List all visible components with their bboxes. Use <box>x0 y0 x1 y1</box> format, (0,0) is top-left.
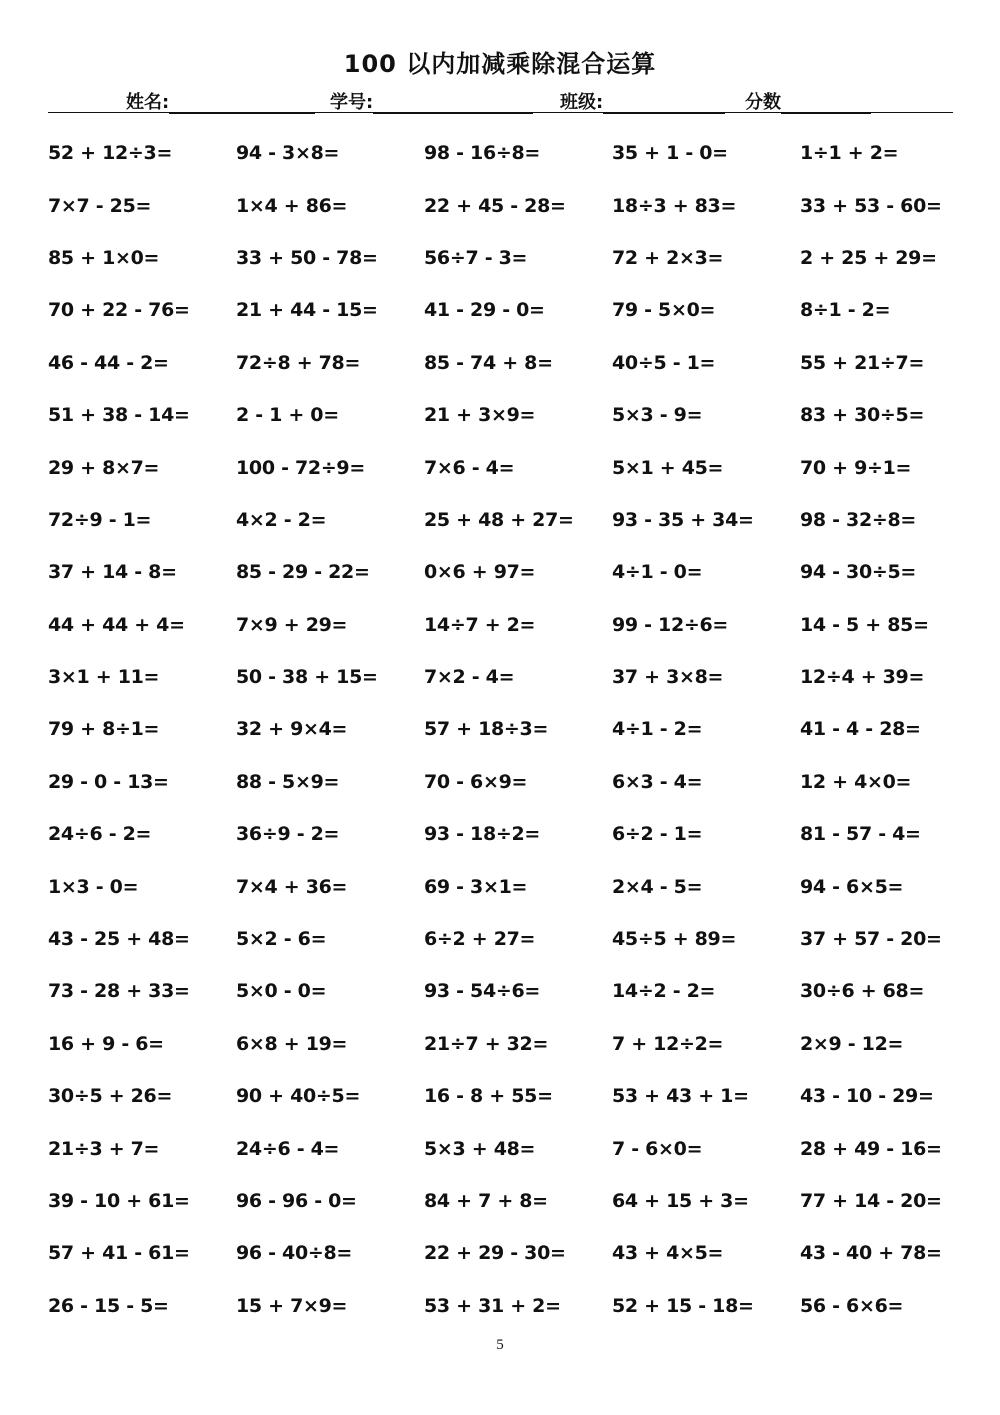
math-problem: 8÷1 - 2= <box>800 299 891 322</box>
math-problem: 5×2 - 6= <box>236 928 327 951</box>
math-problem: 46 - 44 - 2= <box>48 351 169 374</box>
math-problem: 41 - 4 - 28= <box>800 718 921 741</box>
math-problem: 22 + 45 - 28= <box>424 194 566 217</box>
math-problem: 22 + 29 - 30= <box>424 1242 566 1265</box>
math-problem: 16 - 8 + 55= <box>424 1085 553 1108</box>
math-problem: 24÷6 - 4= <box>236 1137 340 1160</box>
math-problem: 14÷7 + 2= <box>424 613 536 636</box>
math-problem: 52 + 15 - 18= <box>612 1294 754 1317</box>
math-problem: 50 - 38 + 15= <box>236 666 378 689</box>
math-problem: 94 - 30÷5= <box>800 561 917 584</box>
math-problem: 12 + 4×0= <box>800 770 912 793</box>
math-problem: 4×2 - 2= <box>236 508 327 531</box>
math-problem: 44 + 44 + 4= <box>48 613 185 636</box>
math-problem: 53 + 31 + 2= <box>424 1294 561 1317</box>
math-problem: 5×0 - 0= <box>236 980 327 1003</box>
math-problem: 93 - 35 + 34= <box>612 508 754 531</box>
math-problem: 15 + 7×9= <box>236 1294 348 1317</box>
math-problem: 4÷1 - 0= <box>612 561 703 584</box>
math-problem: 6÷2 + 27= <box>424 928 536 951</box>
math-problem: 18÷3 + 83= <box>612 194 737 217</box>
math-problem: 43 - 25 + 48= <box>48 928 190 951</box>
math-problem: 21÷3 + 7= <box>48 1137 160 1160</box>
math-problem: 7×7 - 25= <box>48 194 152 217</box>
math-problem: 73 - 28 + 33= <box>48 980 190 1003</box>
math-problem: 5×1 + 45= <box>612 456 724 479</box>
math-problem: 100 - 72÷9= <box>236 456 365 479</box>
math-problem: 37 + 57 - 20= <box>800 928 942 951</box>
math-problem: 70 + 22 - 76= <box>48 299 190 322</box>
math-problem: 30÷5 + 26= <box>48 1085 173 1108</box>
math-problem: 96 - 96 - 0= <box>236 1190 357 1212</box>
problem-grid <box>48 127 988 1332</box>
math-problem: 25 + 48 + 27= <box>424 508 574 531</box>
math-problem: 35 + 1 - 0= <box>612 142 728 165</box>
header-rule <box>48 112 953 113</box>
math-problem: 12÷4 + 39= <box>800 666 925 689</box>
math-problem: 1×3 - 0= <box>48 875 139 898</box>
math-problem: 16 + 9 - 6= <box>48 1032 164 1055</box>
math-problem: 2×9 - 12= <box>800 1032 904 1055</box>
math-problem: 2×4 - 5= <box>612 875 703 898</box>
math-problem: 39 - 10 + 61= <box>48 1190 190 1212</box>
math-problem: 84 + 7 + 8= <box>424 1190 548 1212</box>
math-problem: 21 + 3×9= <box>424 404 536 427</box>
math-problem: 79 - 5×0= <box>612 299 716 322</box>
math-problem: 1÷1 + 2= <box>800 142 899 165</box>
math-problem: 43 - 10 - 29= <box>800 1085 934 1108</box>
math-problem: 37 + 14 - 8= <box>48 561 177 584</box>
math-problem: 79 + 8÷1= <box>48 718 160 741</box>
math-problem: 7 + 12÷2= <box>612 1032 724 1055</box>
math-problem: 70 - 6×9= <box>424 770 528 793</box>
math-problem: 37 + 3×8= <box>612 666 724 689</box>
math-problem: 72÷8 + 78= <box>236 351 361 374</box>
math-problem: 57 + 18÷3= <box>424 718 549 741</box>
math-problem: 7×6 - 4= <box>424 456 515 479</box>
math-problem: 0×6 + 97= <box>424 561 536 584</box>
math-problem: 6÷2 - 1= <box>612 823 703 846</box>
math-problem: 36÷9 - 2= <box>236 823 340 846</box>
math-problem: 94 - 6×5= <box>800 875 904 898</box>
math-problem: 98 - 16÷8= <box>424 142 541 165</box>
math-problem: 28 + 49 - 16= <box>800 1137 942 1160</box>
math-problem: 24÷6 - 2= <box>48 823 152 846</box>
page-number: 5 <box>496 1337 504 1353</box>
math-problem: 1×4 + 86= <box>236 194 348 217</box>
math-problem: 5×3 + 48= <box>424 1137 536 1160</box>
math-problem: 7 - 6×0= <box>612 1137 703 1160</box>
math-problem: 3×1 + 11= <box>48 666 160 689</box>
math-problem: 26 - 15 - 5= <box>48 1294 169 1317</box>
math-problem: 29 + 8×7= <box>48 456 160 479</box>
name-field <box>126 88 315 114</box>
math-problem: 53 + 43 + 1= <box>612 1085 749 1108</box>
score-label: 分数 <box>745 92 781 113</box>
math-problem: 33 + 53 - 60= <box>800 194 942 217</box>
math-problem: 32 + 9×4= <box>236 718 348 741</box>
math-problem: 72 + 2×3= <box>612 246 724 269</box>
math-problem: 93 - 18÷2= <box>424 823 541 846</box>
math-problem: 40÷5 - 1= <box>612 351 716 374</box>
math-problem: 7×9 + 29= <box>236 613 348 636</box>
math-problem: 4÷1 - 2= <box>612 718 703 741</box>
math-problem: 85 + 1×0= <box>48 246 160 269</box>
math-problem: 43 + 4×5= <box>612 1242 724 1265</box>
math-problem: 45÷5 + 89= <box>612 928 737 951</box>
math-problem: 52 + 12÷3= <box>48 142 173 165</box>
math-problem: 56 - 6×6= <box>800 1294 904 1317</box>
student-id-field <box>330 88 533 114</box>
math-problem: 70 + 9÷1= <box>800 456 912 479</box>
math-problem: 14÷2 - 2= <box>612 980 716 1003</box>
math-problem: 77 + 14 - 20= <box>800 1190 942 1212</box>
math-problem: 5×3 - 9= <box>612 404 703 427</box>
math-problem: 64 + 15 + 3= <box>612 1190 749 1212</box>
math-problem: 93 - 54÷6= <box>424 980 541 1003</box>
math-problem: 2 + 25 + 29= <box>800 246 937 269</box>
math-problem: 98 - 32÷8= <box>800 508 917 531</box>
math-problem: 14 - 5 + 85= <box>800 613 929 636</box>
score-field <box>745 88 871 114</box>
math-problem: 33 + 50 - 78= <box>236 246 378 269</box>
math-problem: 21÷7 + 32= <box>424 1032 549 1055</box>
math-problem: 69 - 3×1= <box>424 875 528 898</box>
math-problem: 99 - 12÷6= <box>612 613 729 636</box>
math-problem: 94 - 3×8= <box>236 142 340 165</box>
math-problem: 21 + 44 - 15= <box>236 299 378 322</box>
class-label: 班级: <box>560 92 604 113</box>
math-problem: 90 + 40÷5= <box>236 1085 361 1108</box>
math-problem: 41 - 29 - 0= <box>424 299 545 322</box>
math-problem: 88 - 5×9= <box>236 770 340 793</box>
math-problem: 7×4 + 36= <box>236 875 348 898</box>
math-problem: 30÷6 + 68= <box>800 980 925 1003</box>
class-field <box>560 88 725 114</box>
name-label: 姓名: <box>126 92 170 113</box>
math-problem: 6×3 - 4= <box>612 770 703 793</box>
math-problem: 81 - 57 - 4= <box>800 823 921 846</box>
math-problem: 55 + 21÷7= <box>800 351 925 374</box>
math-problem: 7×2 - 4= <box>424 666 515 689</box>
math-problem: 51 + 38 - 14= <box>48 404 190 427</box>
student-id-label: 学号: <box>330 92 374 113</box>
math-problem: 57 + 41 - 61= <box>48 1242 190 1265</box>
math-problem: 6×8 + 19= <box>236 1032 348 1055</box>
math-problem: 85 - 74 + 8= <box>424 351 553 374</box>
math-problem: 72÷9 - 1= <box>48 508 152 531</box>
math-problem: 56÷7 - 3= <box>424 246 528 269</box>
page-title: 100 以内加减乘除混合运算 <box>343 50 657 78</box>
math-problem: 43 - 40 + 78= <box>800 1242 942 1265</box>
math-problem: 96 - 40÷8= <box>236 1242 353 1265</box>
math-problem: 2 - 1 + 0= <box>236 404 339 427</box>
math-problem: 85 - 29 - 22= <box>236 561 370 584</box>
math-problem: 83 + 30÷5= <box>800 404 925 427</box>
math-problem: 29 - 0 - 13= <box>48 770 169 793</box>
